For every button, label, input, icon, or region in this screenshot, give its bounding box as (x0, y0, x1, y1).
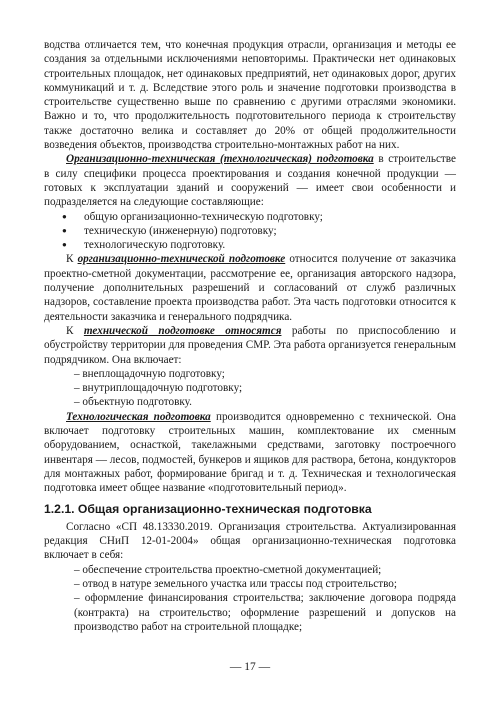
list-item: – оформление финансирования строительства; заключение договора подряда (контракта) на строительство; оформление разрешений и допусков на производство работ на строительной площадке; (74, 592, 456, 633)
term-org-tech-prep: Организационно-техническая (технологическая) подготовка (66, 153, 374, 166)
paragraph-org-tech-prep (44, 152, 456, 209)
paragraph-text: относится получение от заказчика проектно-сметной документации, рассмотрение ее, организация авторского надзора, получение дополнительных разрешений и согласований от служб различных надзоров, составление проекта производства работ. Эта часть подготовки относится к деятельности заказчика и генерального подрядчика. (44, 253, 456, 323)
list-item: – внеплощадочную подготовку; (74, 367, 225, 380)
tech-prep-list (44, 367, 456, 410)
list-item: ● технологическую подготовку. (74, 238, 456, 252)
page-number: — 17 — (229, 661, 271, 673)
general-prep-list (44, 563, 456, 634)
paragraph-tech-prep (44, 324, 456, 367)
term-tech-prep: технической подготовке относятся (83, 324, 282, 337)
paragraph-sp-reference: Согласно «СП 48.13330.2019. Организация строительства. Актуализированная редакция СНиП 12-01-2004» общая организационно-техническая подготовка включает в себя: (44, 520, 456, 562)
list-item: – внутриплощадочную подготовку; (74, 382, 243, 395)
list-item: ● техническую (инженерную) подготовку; (74, 224, 456, 238)
term-technological-prep: Технологическая подготовка (66, 410, 211, 423)
paragraph-technological-prep (44, 410, 456, 496)
paragraph-text: производится одновременно с технической. Она включает подготовку строительных машин, комплектование их сменным оборудованием, оснасткой, такелажными средствами, заготовку построечного инвентаря — лесов, подмостей, бункеров и ящиков для раствора, бетона, кондукторов для монтажных работ, формирование бригад и т. д. Техническая и технологическая подготовка имеет общее название «подготовительный период». (44, 410, 457, 495)
paragraph-org-tech (44, 252, 456, 323)
paragraph-text: К (66, 253, 78, 266)
page-body (44, 38, 456, 634)
paragraph-intro: водства отличается тем, что конечная продукция отрасли, организация и методы ее создания за отдельными исключениями неповторимы. Практически нет одинаковых строительных площадок, нет одинаковых предприятий, нет одинаковых дорог, других коммуникаций и т. д. Вследствие этого роль и значение подготовки производства в строительстве существенно выше по сравнению с другими отраслями экономики. Важно и то, что продолжительность подготовительного периода к строительству также достаточно велика и составляет до 20% от общей продолжительности возведения объектов, производства строительно-монтажных работ на них. (44, 39, 456, 152)
list-item: ● общую организационно-техническую подготовку; (74, 210, 456, 224)
paragraph-text: К (66, 324, 84, 337)
section-heading: 1.2.1. Общая организационно-техническая подготовка (44, 501, 372, 516)
list-item: – отвод в натуре земельного участка или трассы под строительство; (74, 577, 397, 590)
list-item: – обеспечение строительства проектно-сметной документацией; (74, 563, 382, 576)
paragraph-text: работы по приспособлению и обустройству территории для проведения СМР. Эта работа организуется генеральным подрядчиком. Она включает: (44, 324, 456, 366)
components-list (44, 210, 456, 253)
list-item: – объектную подготовку. (74, 396, 192, 409)
paragraph-text: в строительстве в силу специфики процесса проектирования и создания конечной продукции — готовых к эксплуатации зданий и сооружений — имеет свои особенности и подразделяется на следующие составляющие: (44, 153, 456, 209)
term-org-tech: организационно-технической подготовке (77, 253, 286, 266)
